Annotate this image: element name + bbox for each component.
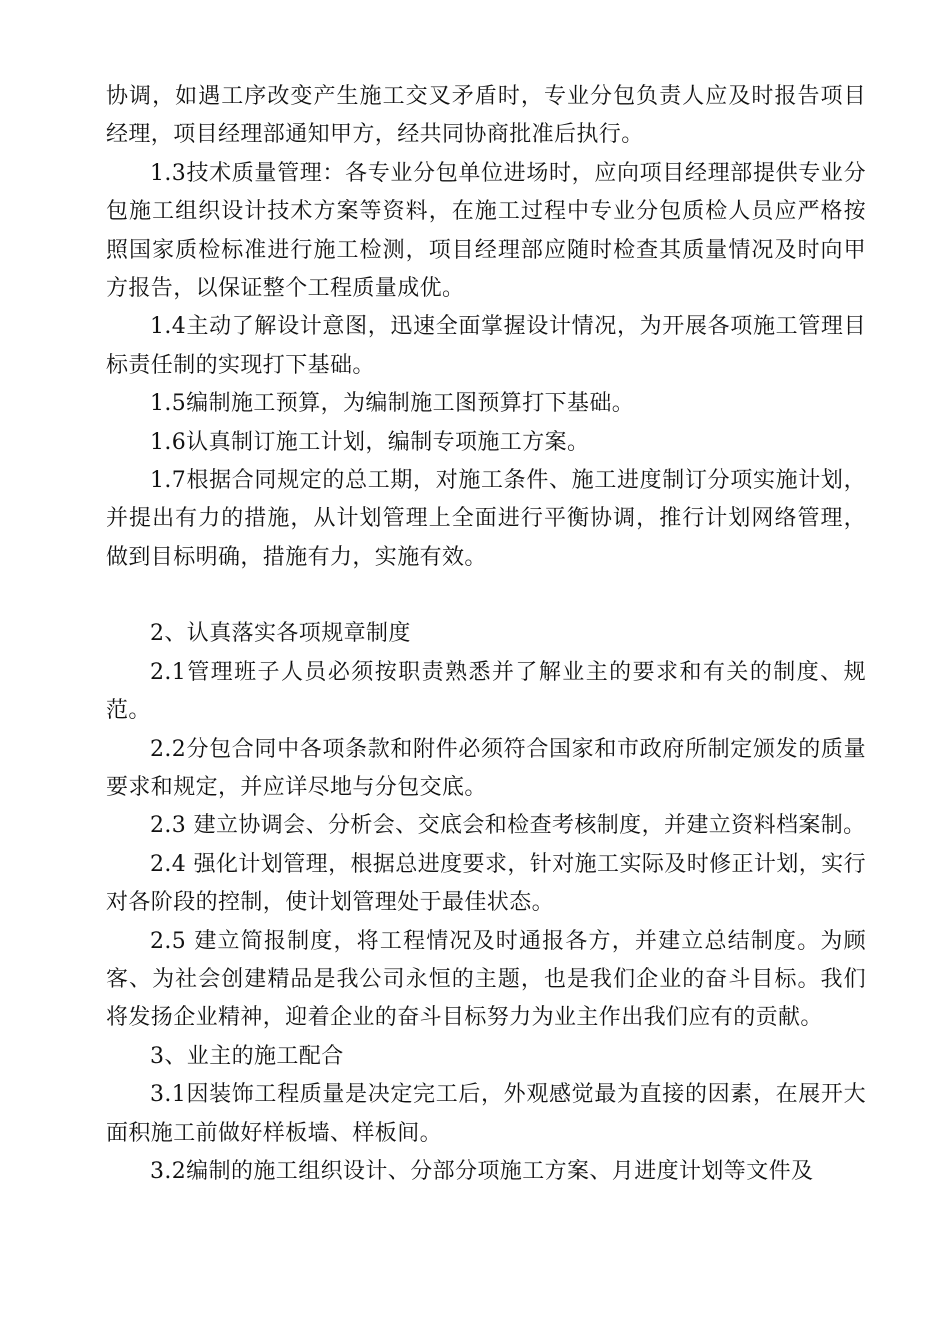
paragraph-2-1-management-team: 2.1管理班子人员必须按职责熟悉并了解业主的要求和有关的制度、规范。	[106, 659, 866, 724]
paragraph-2-4-plan-management: 2.4 强化计划管理，根据总进度要求，针对施工实际及时修正计划，实行对各阶段的控制，使计划管理处于最佳状态。	[106, 851, 866, 916]
paragraph-1-4-design-intent: 1.4主动了解设计意图，迅速全面掌握设计情况，为开展各项施工管理目标责任制的实现打下基础。	[106, 314, 866, 378]
paragraph-1-7-schedule: 1.7根据合同规定的总工期，对施工条件、施工进度制订分项实施计划，并提出有力的措施，从计划管理上全面进行平衡协调，推行计划网络管理，做到目标明确，措施有力，实施有效。	[106, 468, 866, 570]
document-body	[106, 78, 866, 1191]
paragraph-2-5-reporting: 2.5 建立简报制度，将工程情况及时通报各方，并建立总结制度。为顾客、为社会创建精品是我公司永恒的主题，也是我们企业的奋斗目标。我们将发扬企业精神，迎着企业的奋斗目标努力为业主作出我们应有的贡献。	[106, 928, 866, 1031]
paragraph-continuation: 协调，如遇工序改变产生施工交叉矛盾时，专业分包负责人应及时报告项目经理，项目经理部通知甲方，经共同协商批准后执行。	[106, 84, 866, 148]
paragraph-1-3-technical-quality: 1.3技术质量管理：各专业分包单位进场时，应向项目经理部提供专业分包施工组织设计技术方案等资料，在施工过程中专业分包质检人员应严格按照国家质检标准进行施工检测，项目经理部应随时检查其质量情况及时向甲方报告，以保证整个工程质量成优。	[106, 160, 866, 302]
paragraph-2-3-meetings: 2.3 建立协调会、分析会、交底会和检查考核制度，并建立资料档案制。	[150, 813, 866, 839]
paragraph-2-2-subcontract: 2.2分包合同中各项条款和附件必须符合国家和市政府所制定颁发的质量要求和规定，并应详尽地与分包交底。	[106, 736, 866, 800]
paragraph-1-5-budget: 1.5编制施工预算，为编制施工图预算打下基础。	[150, 391, 635, 417]
paragraph-3-2-documents: 3.2编制的施工组织设计、分部分项施工方案、月进度计划等文件及	[150, 1158, 814, 1184]
section-heading-3-owner-coordination: 3、业主的施工配合	[150, 1043, 344, 1069]
paragraph-3-1-sample-rooms: 3.1因装饰工程质量是决定完工后，外观感觉最为直接的因素，在展开大面积施工前做好样板墙、样板间。	[106, 1082, 866, 1146]
paragraph-1-6-construction-plan: 1.6认真制订施工计划，编制专项施工方案。	[150, 429, 590, 455]
section-heading-2-rules: 2、认真落实各项规章制度	[150, 621, 411, 647]
